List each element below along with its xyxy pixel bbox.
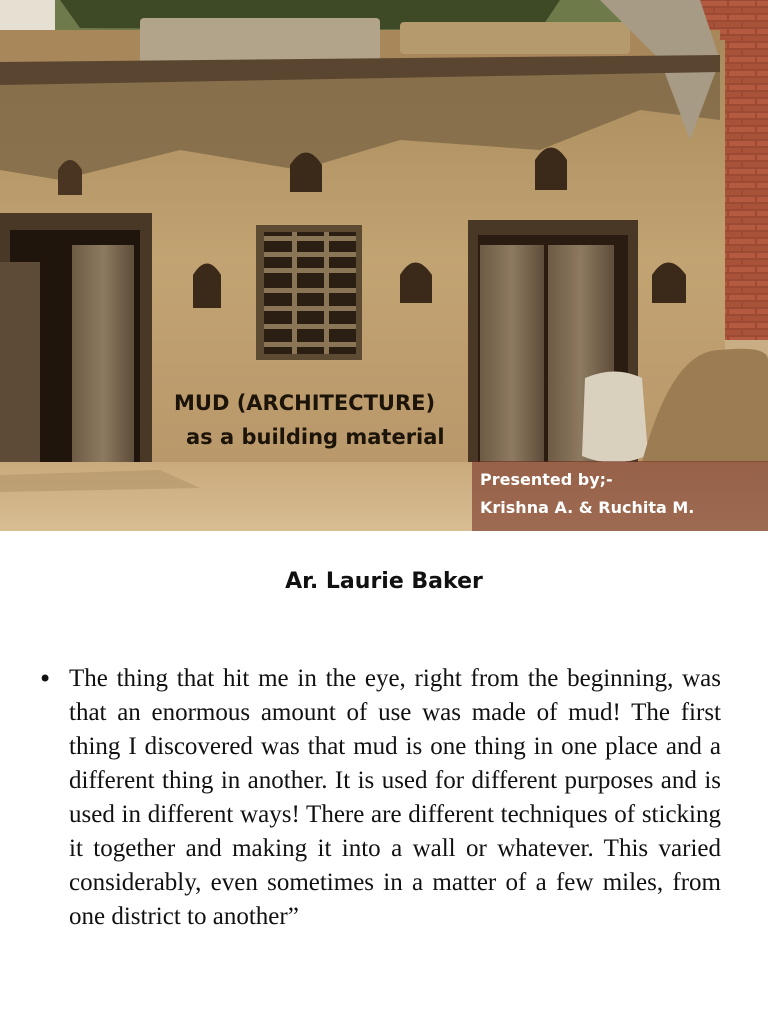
presenter-info [480, 466, 760, 522]
presentation-title [174, 386, 474, 454]
quote-slide [0, 531, 768, 1024]
title-line-2: as a building material [186, 425, 445, 449]
presenter-label: Presented by;- [480, 470, 613, 489]
title-line-1: MUD (ARCHITECTURE) [174, 391, 436, 415]
left-door [72, 245, 134, 467]
quote-text: The thing that hit me in the eye, right from the beginning, was that an enormous amount of use was made of mud! The first thing I discovered was that mud is one thing in one place and a different thing in another. It is used for different purposes and is used in different ways! There are different techniques of sticking it together and making it into a wall or whatever. This varied considerably, even sometimes in a matter of a few miles, from one district to another” [69, 665, 721, 930]
presenter-names: Krishna A. & Ruchita M. [480, 498, 695, 517]
right-door-left-leaf [480, 245, 544, 465]
sack [582, 372, 648, 463]
arched-niche [193, 264, 221, 309]
bullet-marker: • [38, 665, 53, 693]
slide-heading: Ar. Laurie Baker [285, 569, 483, 594]
arched-niche [535, 148, 567, 191]
